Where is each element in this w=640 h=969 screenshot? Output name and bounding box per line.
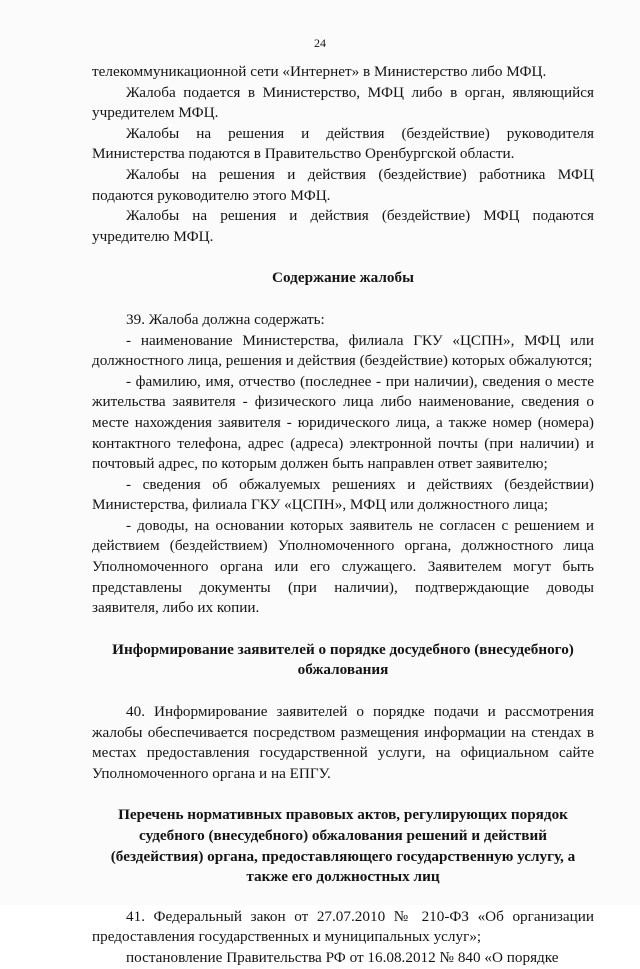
document-body <box>92 62 594 969</box>
paragraph: 41. Федеральный закон от 27.07.2010 № 210-ФЗ «Об организации предоставления государственных и муниципальных услуг»; <box>92 907 594 946</box>
list-item: - доводы, на основании которых заявитель не согласен с решением и действием (бездействием) Уполномоченного органа, должностного лица Уполномоченного органа или его служащего. Заявителем могут быть представлены документы (при наличии), подтверждающие доводы заявителя, либо их копии. <box>92 516 594 617</box>
list-item: - фамилию, имя, отчество (последнее - при наличии), сведения о месте жительства заявителя - физического лица либо наименование, сведения о месте нахождения заявителя - юридического лица, а также номер (номера) контактного телефона, адрес (адреса) электронной почты (при наличии) и почтовый адрес, по которым должен быть направлен ответ заявителю; <box>92 372 594 473</box>
paragraph: Жалобы на решения и действия (бездействие) руководителя Министерства подаются в Правительство Оренбургской области. <box>92 124 594 163</box>
section-heading: Информирование заявителей о порядке досудебного (внесудебного) обжалования <box>112 640 574 679</box>
list-item: - наименование Министерства, филиала ГКУ «ЦСПН», МФЦ или должностного лица, решения и действия (бездействие) которых обжалуются; <box>92 331 594 370</box>
paragraph: Жалобы на решения и действия (бездействие) МФЦ подаются учредителю МФЦ. <box>92 207 594 245</box>
paragraph: Жалобы на решения и действия (бездействие) работника МФЦ подаются руководителю этого МФЦ. <box>92 165 594 204</box>
paragraph: Жалоба подается в Министерство, МФЦ либо в орган, являющийся учредителем МФЦ. <box>92 83 594 122</box>
list-item: - сведения об обжалуемых решениях и действиях (бездействии) Министерства, филиала ГКУ «ЦСПН», МФЦ или должностного лица; <box>92 475 594 514</box>
paragraph: телекоммуникационной сети «Интернет» в Министерство либо МФЦ. <box>92 63 547 80</box>
paragraph: 40. Информирование заявителей о порядке подачи и рассмотрения жалобы обеспечивается посредством размещения информации на стендах в местах предоставления государственной услуги, на официальном сайте Уполномоченного органа и на ЕПГУ. <box>92 703 594 782</box>
paragraph: 39. Жалоба должна содержать: <box>126 310 325 328</box>
page-number: 24 <box>314 36 326 50</box>
paragraph: постановление Правительства РФ от 16.08.2012 № 840 «О порядке <box>126 948 559 966</box>
section-heading: Перечень нормативных правовых актов, регулирующих порядок судебного (внесудебного) обжалования решений и действий (бездействия) органа, предоставляющего государственную услугу, а также его должностных лиц <box>110 806 576 886</box>
section-heading: Содержание жалобы <box>272 269 414 287</box>
